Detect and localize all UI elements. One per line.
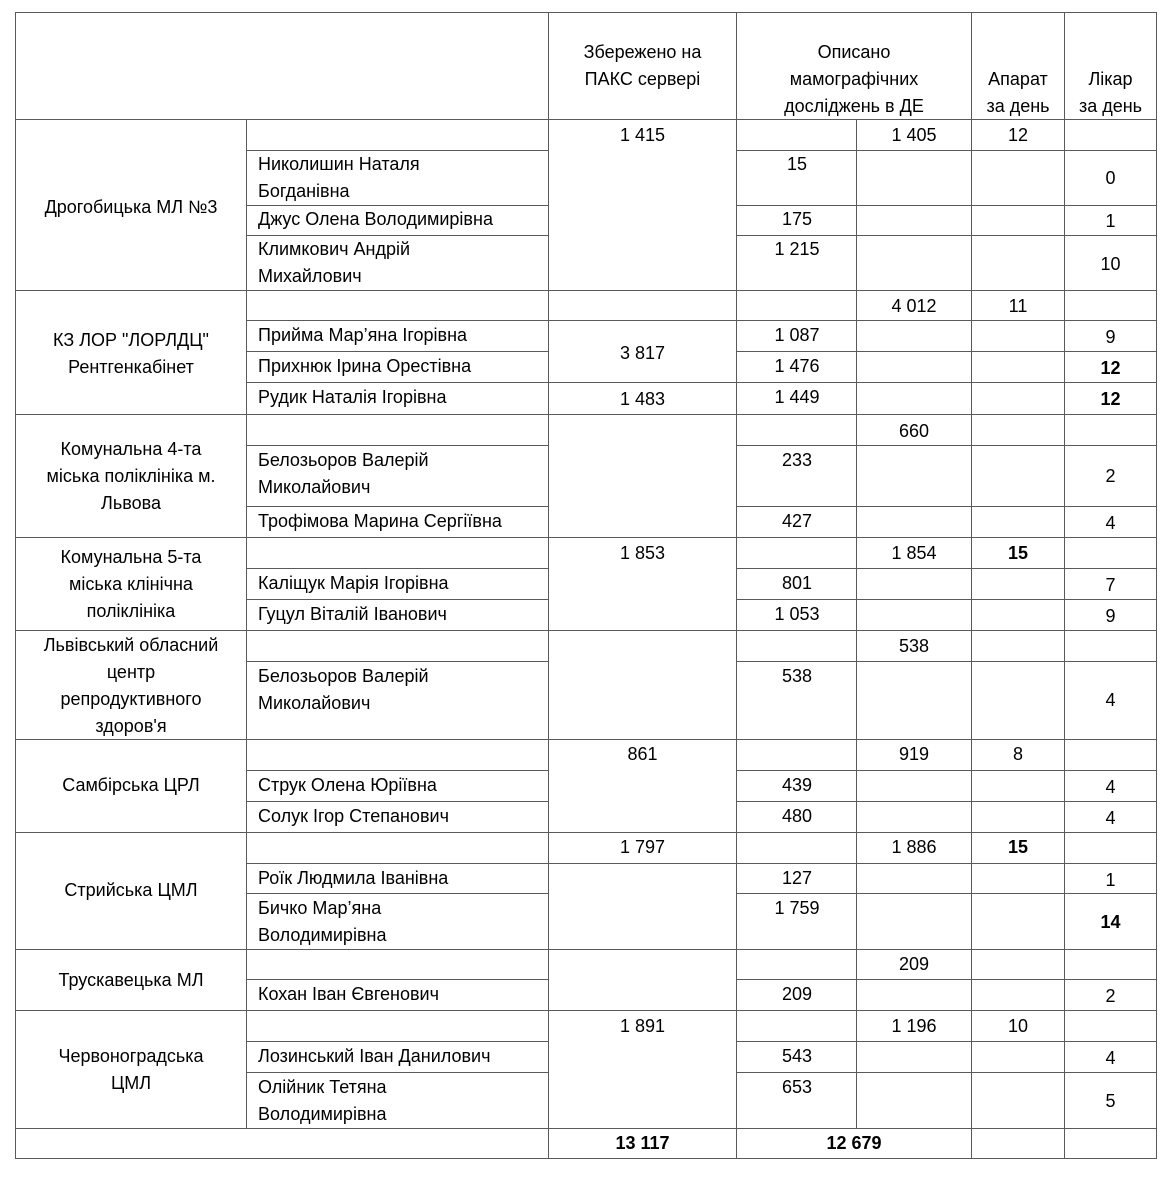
- doctor-described: 801: [781, 573, 813, 593]
- header-saved-line-1: Збережено на: [583, 42, 702, 62]
- doctor-described: 175: [781, 209, 813, 229]
- doctor-name: Миколайович: [258, 693, 371, 713]
- doctor-per-day: 10: [1100, 254, 1121, 274]
- rule: [246, 770, 549, 771]
- rule: [736, 770, 1157, 771]
- doctor-name: Прийма Мар’яна Ігорівна: [258, 325, 468, 345]
- header-described-line-1: Описано: [817, 42, 891, 62]
- doctor-per-day: 2: [1105, 466, 1116, 486]
- rule: [246, 568, 549, 569]
- doctor-name: Олійник Тетяна: [258, 1077, 387, 1097]
- rule: [15, 949, 1157, 950]
- doctor-name: Климкович Андрій: [258, 239, 411, 259]
- doctor-name: Володимирівна: [258, 1104, 387, 1124]
- device-per-day: 15: [1007, 543, 1029, 563]
- header-saved-line-2: ПАКС сервері: [584, 69, 701, 89]
- rule: [15, 537, 1157, 538]
- rule: [246, 1041, 549, 1042]
- device-per-day: 10: [1007, 1016, 1029, 1036]
- doctor-described: 15: [786, 154, 808, 174]
- described-total: 538: [898, 636, 930, 656]
- device-per-day: 8: [1012, 744, 1023, 764]
- rule: [246, 863, 1157, 864]
- doctor-described: 1 476: [774, 356, 820, 376]
- rule: [15, 414, 1157, 415]
- rule: [15, 1158, 1157, 1159]
- doctor-described: 233: [781, 450, 813, 470]
- institution-name: поліклініка: [86, 601, 176, 621]
- institution-name: центр: [106, 662, 156, 682]
- institution-name: Рентгенкабінет: [68, 357, 194, 377]
- doctor-per-day: 4: [1105, 1048, 1116, 1068]
- rule: [246, 599, 549, 600]
- doctor-name: Роїк Людмила Іванівна: [258, 868, 449, 888]
- doctor-name: Миколайович: [258, 477, 371, 497]
- doctor-per-day: 4: [1105, 513, 1116, 533]
- doctor-per-day: 5: [1105, 1091, 1116, 1111]
- described-total: 4 012: [891, 296, 937, 316]
- doctor-name: Михайлович: [258, 266, 362, 286]
- institution-name: Комунальна 4-та: [60, 439, 202, 459]
- total-saved: 13 117: [615, 1133, 670, 1153]
- institution-name: Львівський обласний: [43, 635, 219, 655]
- rule: [736, 445, 1157, 446]
- doctor-name: Прихнюк Ірина Орестівна: [258, 356, 472, 376]
- doctor-per-day: 7: [1105, 575, 1116, 595]
- doctor-per-day: 9: [1105, 606, 1116, 626]
- institution-name: Червоноградська: [58, 1046, 204, 1066]
- total-described: 12 679: [826, 1133, 882, 1153]
- doctor-per-day: 0: [1105, 168, 1116, 188]
- rule: [246, 801, 549, 802]
- institution-name: репродуктивного: [60, 689, 202, 709]
- institution-name: Комунальна 5-та: [60, 547, 202, 567]
- rule: [15, 290, 1157, 291]
- saved-total: 1 891: [619, 1016, 666, 1036]
- doctor-name: Гуцул Віталій Іванович: [258, 604, 447, 624]
- rule: [246, 320, 1157, 321]
- institution-name: Самбірська ЦРЛ: [62, 775, 200, 795]
- institution-name: здоров'я: [95, 716, 167, 736]
- institution-name: Стрийська ЦМЛ: [64, 880, 198, 900]
- rule: [246, 1072, 549, 1073]
- doctor-described: 1 087: [774, 325, 820, 345]
- doctor-name: Белозьоров Валерій: [258, 450, 429, 470]
- rule: [736, 506, 1157, 507]
- rule: [971, 12, 972, 1159]
- rule: [736, 661, 1157, 662]
- doctor-described: 1 215: [774, 239, 820, 259]
- doctor-name: Каліщук Марія Ігорівна: [258, 573, 449, 593]
- doctor-name: Трофімова Марина Сергіївна: [258, 511, 502, 531]
- rule: [246, 445, 549, 446]
- doctor-name: Кохан Іван Євгенович: [258, 984, 439, 1004]
- rule: [246, 979, 549, 980]
- saved-extra: 1 483: [619, 389, 666, 409]
- rule: [15, 630, 1157, 631]
- rule: [736, 1041, 1157, 1042]
- doctor-described: 1 759: [774, 898, 820, 918]
- rule: [15, 832, 1157, 833]
- doctor-name: Джус Олена Володимирівна: [258, 209, 493, 229]
- rule: [736, 351, 1157, 352]
- saved-total: 861: [627, 744, 658, 764]
- doctor-name: Богданівна: [258, 181, 350, 201]
- header-device-line-1: Апарат: [988, 69, 1048, 89]
- rule: [246, 506, 549, 507]
- statistics-table: [15, 12, 1157, 1159]
- rule: [15, 1010, 1157, 1011]
- described-total: 1 196: [891, 1016, 937, 1036]
- doctor-per-day: 9: [1105, 327, 1116, 347]
- doctor-described: 480: [781, 806, 813, 826]
- rule: [246, 382, 1157, 383]
- doctor-described: 439: [781, 775, 813, 795]
- header-described-line-2: мамографічних: [789, 69, 919, 89]
- saved-total: 3 817: [619, 343, 666, 363]
- rule: [736, 568, 1157, 569]
- doctor-name: Белозьоров Валерій: [258, 666, 429, 686]
- institution-name: Дрогобицька МЛ №3: [44, 197, 218, 217]
- saved-total: 1 853: [619, 543, 666, 563]
- described-total: 1 854: [891, 543, 937, 563]
- described-total: 209: [898, 954, 930, 974]
- doctor-name: Лозинський Іван Данилович: [258, 1046, 491, 1066]
- doctor-per-day: 12: [1100, 389, 1121, 409]
- rule: [15, 1128, 1157, 1129]
- header-doctor-line-1: Лікар: [1088, 69, 1133, 89]
- header-described-line-3: досліджень в ДЕ: [784, 96, 924, 116]
- rule: [246, 661, 549, 662]
- described-total: 660: [898, 421, 930, 441]
- doctor-described: 1 449: [774, 387, 820, 407]
- doctor-name: Струк Олена Юріївна: [258, 775, 437, 795]
- institution-name: міська поліклініка м.: [46, 466, 216, 486]
- doctor-described: 543: [781, 1046, 813, 1066]
- rule: [736, 599, 1157, 600]
- doctor-name: Николишин Наталя: [258, 154, 420, 174]
- rule: [1156, 12, 1157, 1159]
- doctor-described: 1 053: [774, 604, 820, 624]
- doctor-per-day: 4: [1105, 777, 1116, 797]
- described-total: 919: [898, 744, 930, 764]
- header-device-line-2: за день: [986, 96, 1050, 116]
- device-per-day: 15: [1007, 837, 1029, 857]
- rule: [736, 1072, 1157, 1073]
- institution-name: КЗ ЛОР "ЛОРЛДЦ": [53, 330, 209, 350]
- doctor-described: 209: [781, 984, 813, 1004]
- doctor-name: Солук Ігор Степанович: [258, 806, 449, 826]
- saved-total: 1 797: [619, 837, 666, 857]
- institution-name: Трускавецька МЛ: [58, 970, 204, 990]
- device-per-day: 11: [1008, 296, 1028, 316]
- doctor-per-day: 1: [1105, 870, 1116, 890]
- rule: [246, 893, 549, 894]
- rule: [548, 12, 549, 1159]
- doctor-per-day: 1: [1105, 211, 1116, 231]
- rule: [15, 12, 1157, 13]
- institution-name: міська клінічна: [69, 574, 193, 594]
- rule: [736, 979, 1157, 980]
- doctor-per-day: 12: [1100, 358, 1121, 378]
- doctor-described: 427: [781, 511, 813, 531]
- doctor-name: Рудик Наталія Ігорівна: [258, 387, 447, 407]
- doctor-per-day: 14: [1100, 912, 1121, 932]
- doctor-described: 127: [781, 868, 813, 888]
- rule: [246, 119, 247, 1128]
- saved-total: 1 415: [619, 125, 666, 145]
- doctor-name: Володимирівна: [258, 925, 387, 945]
- doctor-described: 653: [781, 1077, 813, 1097]
- header-doctor-line-2: за день: [1078, 96, 1143, 116]
- rule: [246, 351, 549, 352]
- doctor-per-day: 4: [1105, 808, 1116, 828]
- doctor-per-day: 2: [1105, 986, 1116, 1006]
- rule: [736, 801, 1157, 802]
- described-total: 1 405: [891, 125, 937, 145]
- doctor-per-day: 4: [1105, 690, 1116, 710]
- doctor-name: Бичко Мар’яна: [258, 898, 382, 918]
- institution-name: ЦМЛ: [110, 1073, 152, 1093]
- doctor-described: 538: [781, 666, 813, 686]
- device-per-day: 12: [1007, 125, 1029, 145]
- institution-name: Львова: [101, 493, 161, 513]
- described-total: 1 886: [891, 837, 937, 857]
